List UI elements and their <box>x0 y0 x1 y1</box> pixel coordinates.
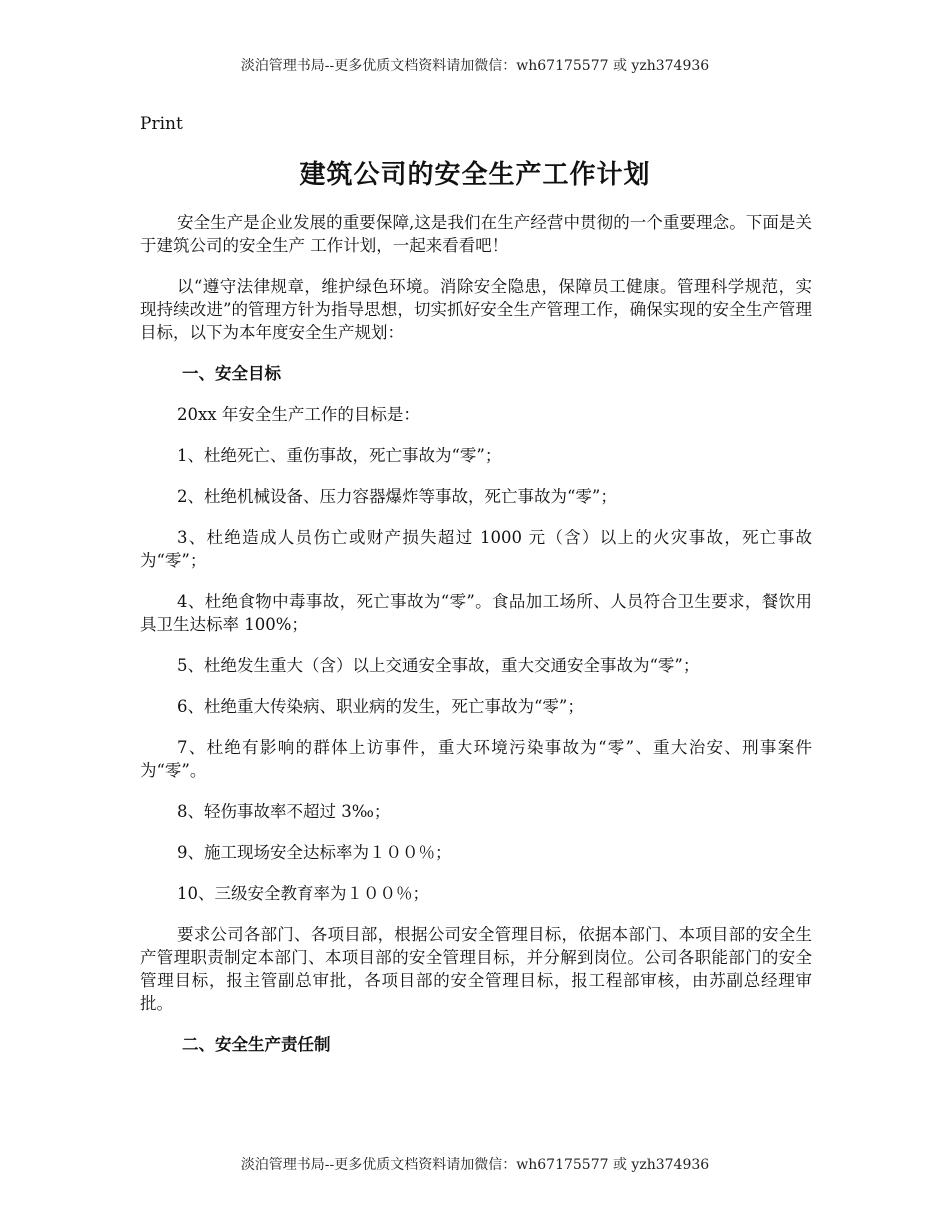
goal-item: 9、施工现场安全达标率为１００％； <box>177 843 452 862</box>
goal-item: 2、杜绝机械设备、压力容器爆炸等事故，死亡事故为“零”； <box>177 487 617 506</box>
goal-item: 4、杜绝食物中毒事故，死亡事故为“零”。食品加工场所、人员符合卫生要求，餐饮用具卫生达标率 100%； <box>140 592 812 634</box>
goal-item: 8、轻伤事故率不超过 3‰； <box>177 802 391 821</box>
requirement-paragraph: 要求公司各部门、各项目部，根据公司安全管理目标，依据本部门、本项目部的安全生产管理职责制定本部门、本项目部的安全管理目标，并分解到岗位。公司各职能部门的安全管理目标，报主管副总审批，各项目部的安全管理目标，报工程部审核，由苏副总经理审批。 <box>140 925 812 1013</box>
intro-paragraph: 安全生产是企业发展的重要保障,这是我们在生产经营中贯彻的一个重要理念。下面是关于建筑公司的安全生产 工作计划，一起来看看吧！ <box>140 213 812 255</box>
goal-item: 6、杜绝重大传染病、职业病的发生，死亡事故为“零”； <box>177 697 584 716</box>
goal-item: 7、杜绝有影响的群体上访事件，重大环境污染事故为“零”、重大治安、刑事案件为“零”。 <box>140 738 812 780</box>
page-footer-note: 淡泊管理书局--更多优质文档资料请加微信：wh67175577 或 yzh374936 <box>240 1157 710 1173</box>
goal-item: 1、杜绝死亡、重伤事故，死亡事故为“零”； <box>177 446 502 465</box>
goal-item: 3、杜绝造成人员伤亡或财产损失超过 1000 元（含）以上的火灾事故，死亡事故为“零”； <box>140 528 812 570</box>
print-label: Print <box>140 114 183 134</box>
goals-intro: 20xx 年安全生产工作的目标是： <box>177 405 420 424</box>
section-heading-responsibility: 二、安全生产责任制 <box>182 1035 331 1054</box>
policy-paragraph: 以“遵守法律规章，维护绿色环境。消除安全隐患，保障员工健康。管理科学规范，实现持续改进”的管理方针为指导思想，切实抓好安全生产管理工作，确保实现的安全生产管理目标，以下为本年度安全生产规划： <box>140 277 812 342</box>
section-heading-safety-goals: 一、安全目标 <box>182 364 281 383</box>
goal-item: 10、三级安全教育率为１００％； <box>177 884 429 903</box>
goal-item: 5、杜绝发生重大（含）以上交通安全事故，重大交通安全事故为“零”； <box>177 656 700 675</box>
document-title: 建筑公司的安全生产工作计划 <box>299 160 651 190</box>
document-body <box>140 211 812 1074</box>
page-header-note: 淡泊管理书局--更多优质文档资料请加微信：wh67175577 或 yzh374936 <box>240 58 710 74</box>
